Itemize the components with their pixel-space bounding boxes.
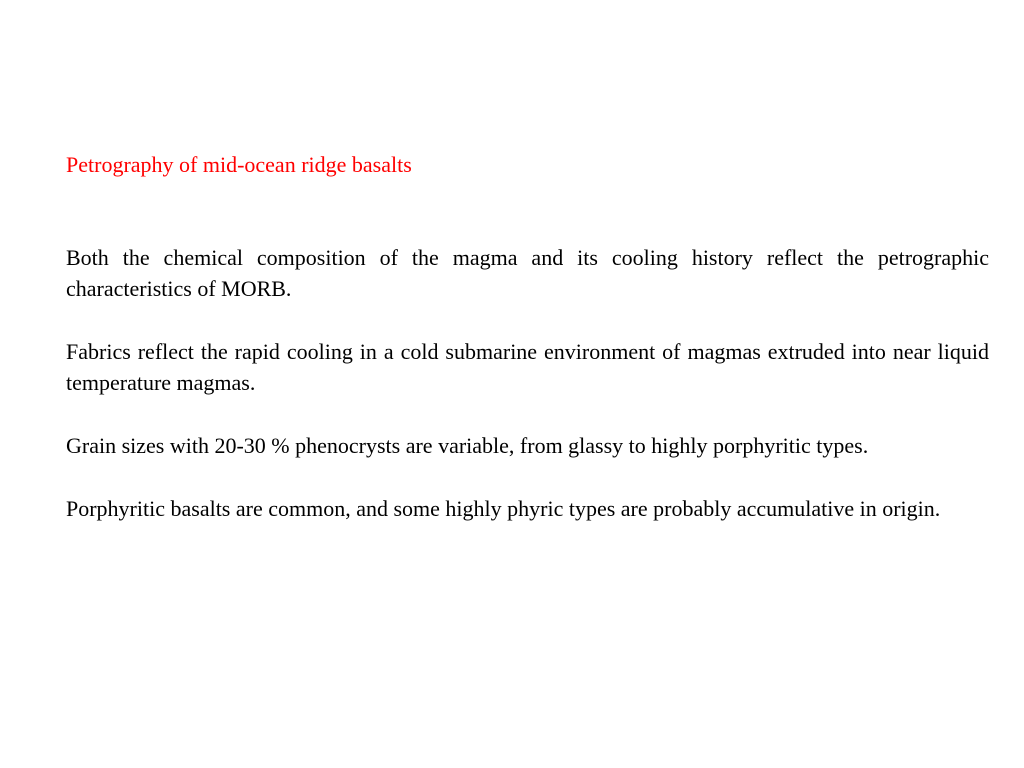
paragraph-porphyritic-basalts: Porphyritic basalts are common, and some highly phyric types are probably accumulative in origin. xyxy=(66,496,941,521)
slide-title: Petrography of mid-ocean ridge basalts xyxy=(66,152,412,177)
paragraph-grain-sizes: Grain sizes with 20-30 % phenocrysts are variable, from glassy to highly porphyritic types. xyxy=(66,433,869,458)
paragraph-fabrics: Fabrics reflect the rapid cooling in a cold submarine environment of magmas extruded into near liquid temperature magmas. xyxy=(66,339,989,395)
paragraph-cooling-history: Both the chemical composition of the magma and its cooling history reflect the petrographic characteristics of MORB. xyxy=(66,245,989,301)
slide-body xyxy=(66,242,989,556)
